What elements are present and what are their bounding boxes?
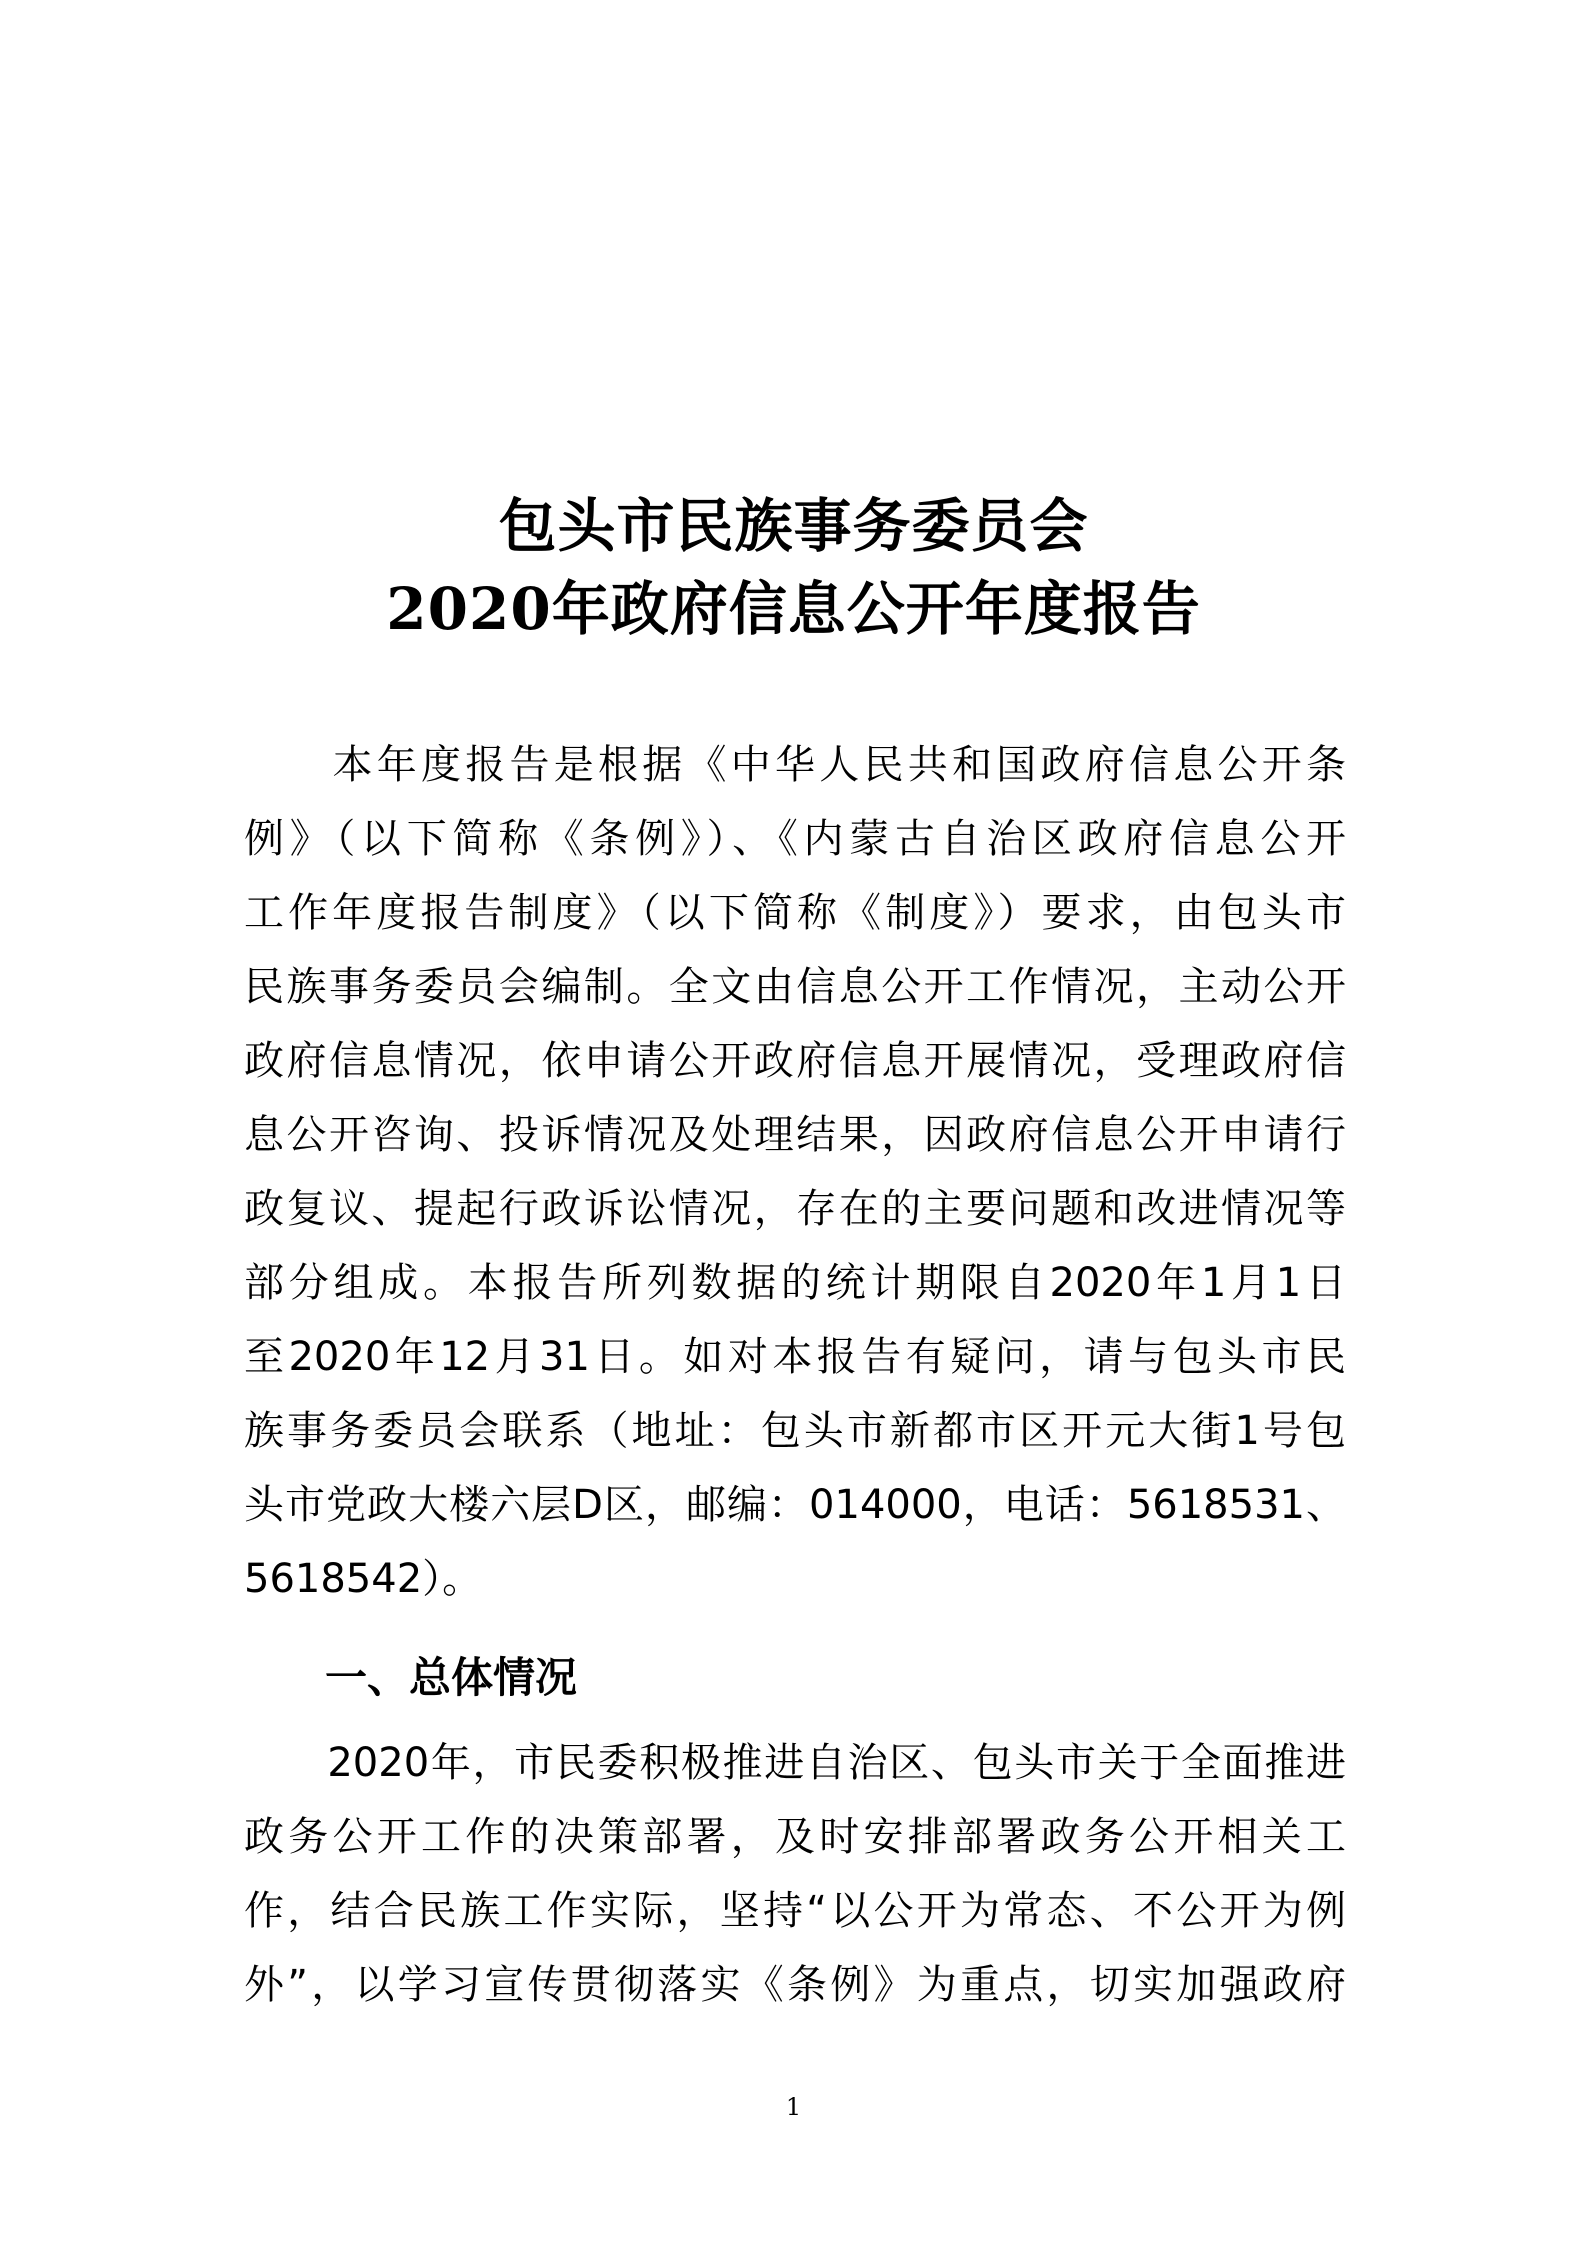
intro-line: 部分组成。本报告所列数据的统计期限自2020年1月1日 (244, 1260, 1346, 1306)
page-number: 1 (785, 2093, 802, 2121)
intro-line: 5618542）。 (244, 1556, 483, 1602)
section-heading-overview: 一、总体情况 (325, 1653, 578, 1702)
intro-line: 头市党政大楼六层D区，邮编：014000，电话：5618531、 (244, 1482, 1346, 1528)
overview-line: 政务公开工作的决策部署，及时安排部署政务公开相关工 (244, 1814, 1346, 1860)
report-title-line-1: 包头市民族事务委员会 (498, 492, 1089, 560)
overview-line: 外”，以学习宣传贯彻落实《条例》为重点，切实加强政府 (244, 1962, 1346, 2008)
overview-paragraph (244, 1726, 1346, 2022)
report-title-line-2: 2020年政府信息公开年度报告 (386, 575, 1201, 643)
intro-line: 至2020年12月31日。如对本报告有疑问，请与包头市民 (244, 1334, 1346, 1380)
intro-line: 政府信息情况，依申请公开政府信息开展情况，受理政府信 (244, 1038, 1346, 1084)
intro-line: 本年度报告是根据《中华人民共和国政府信息公开条 (244, 742, 1346, 788)
intro-paragraph (244, 728, 1346, 1616)
overview-line: 2020年，市民委积极推进自治区、包头市关于全面推进 (244, 1740, 1346, 1786)
overview-line: 作，结合民族工作实际，坚持“以公开为常态、不公开为例 (244, 1888, 1346, 1934)
intro-line: 息公开咨询、投诉情况及处理结果，因政府信息公开申请行 (244, 1112, 1346, 1158)
intro-line: 民族事务委员会编制。全文由信息公开工作情况，主动公开 (244, 964, 1346, 1010)
intro-line: 政复议、提起行政诉讼情况，存在的主要问题和改进情况等 (244, 1186, 1346, 1232)
intro-line: 例》（以下简称《条例》）、《内蒙古自治区政府信息公开 (244, 816, 1346, 862)
intro-line: 族事务委员会联系（地址：包头市新都市区开元大街1号包 (244, 1408, 1346, 1454)
intro-line: 工作年度报告制度》（以下简称《制度》）要求，由包头市 (244, 890, 1346, 936)
